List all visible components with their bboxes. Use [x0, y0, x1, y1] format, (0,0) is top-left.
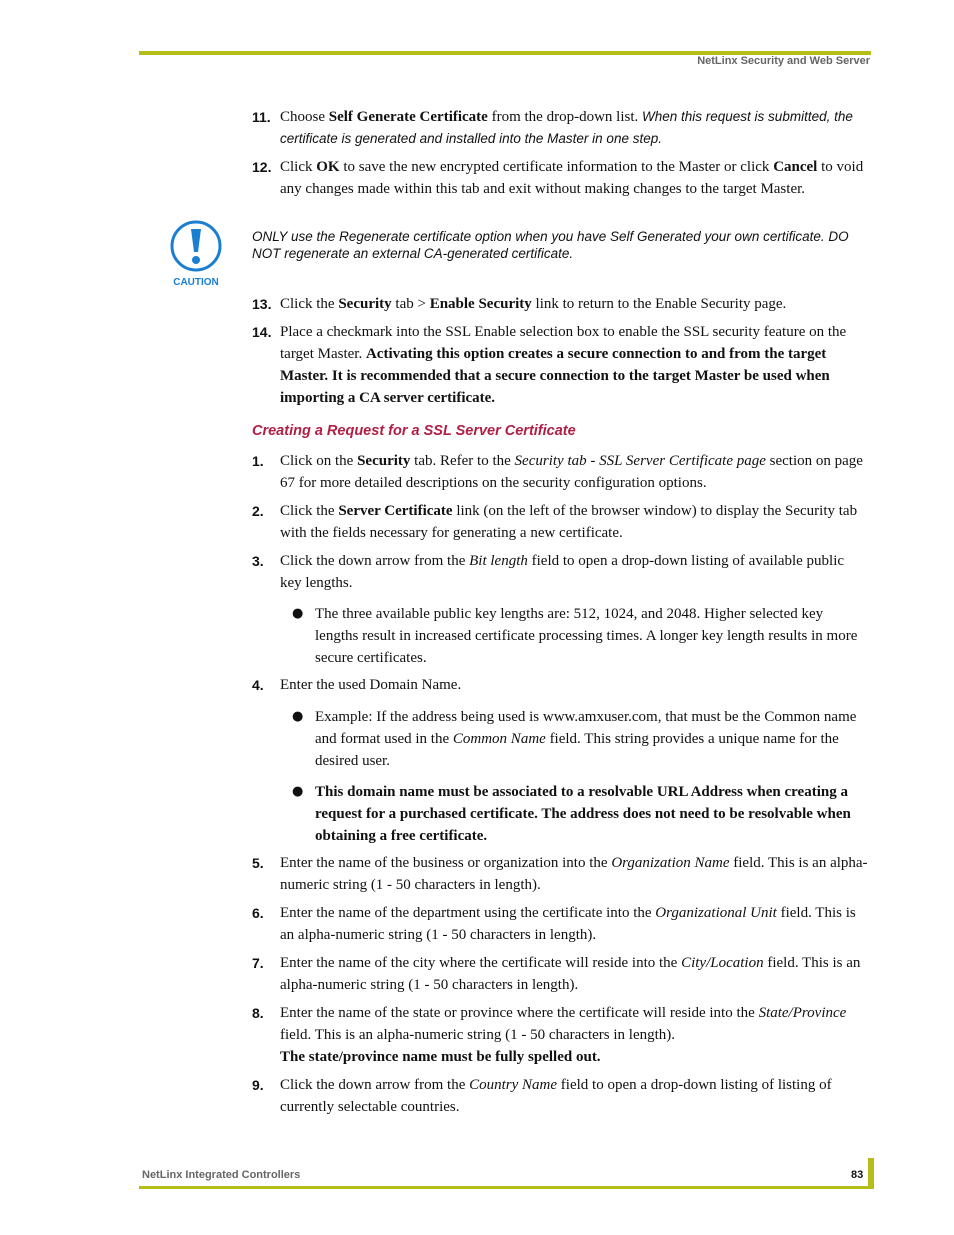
bullet-key-lengths: ● The three available public key lengths are: 512, 1024, and 2048. Higher selected key lengths result in increased certificate processing times. A longer key length results in more secure certificates. — [292, 603, 868, 669]
step-number: 8. — [252, 1005, 264, 1021]
bullet-icon: ● — [292, 709, 304, 724]
step-number: 6. — [252, 905, 264, 921]
step-number: 12. — [252, 159, 272, 175]
step-number: 9. — [252, 1077, 264, 1093]
step-4: 4. Enter the used Domain Name. — [252, 674, 868, 696]
step-number: 5. — [252, 855, 264, 871]
step-12: 12. Click OK to save the new encrypted certificate information to the Master or click Cancel to void any changes made within this tab and exit without making changes to the target Master. — [252, 156, 868, 200]
step-6: 6. Enter the name of the department using the certificate into the Organizational Unit field. This is an alpha-numeric string (1 - 50 characters in length). — [252, 902, 868, 946]
section-heading: Creating a Request for a SSL Server Certificate — [252, 423, 576, 439]
step-11: 11. Choose Self Generate Certificate from the drop-down list. When this request is submitted, the certificate is generated and installed into the Master in one step. — [252, 106, 868, 150]
caution-label: CAUTION — [173, 277, 219, 288]
caution-icon — [168, 219, 224, 289]
step-number: 1. — [252, 453, 264, 469]
step-13: 13. Click the Security tab > Enable Security link to return to the Enable Security page. — [252, 293, 868, 315]
page-number: 83 — [851, 1169, 864, 1181]
footer-rule — [139, 1186, 874, 1189]
step-2: 2. Click the Server Certificate link (on the left of the browser window) to display the Security tab with the fields necessary for generating a new certificate. — [252, 500, 868, 544]
step-number: 7. — [252, 955, 264, 971]
step-number: 11. — [252, 109, 271, 125]
caution-note: ONLY use the Regenerate certificate option when you have Self Generated your own certificate. DO NOT regenerate an external CA-generated certificate. — [252, 229, 849, 261]
step-8: 8. Enter the name of the state or province where the certificate will reside into the State/Province field. This is an alpha-numeric string (1 - 50 characters in length). The state/province name must be fully spelled out. — [252, 1002, 868, 1068]
step-7: 7. Enter the name of the city where the certificate will reside into the City/Location field. This is an alpha-numeric string (1 - 50 characters in length). — [252, 952, 868, 996]
step-number: 13. — [252, 296, 272, 312]
step-9: 9. Click the down arrow from the Country Name field to open a drop-down listing of listing of currently selectable countries. — [252, 1074, 868, 1118]
step-5: 5. Enter the name of the business or organization into the Organization Name field. This is an alpha-numeric string (1 - 50 characters in length). — [252, 852, 868, 896]
bullet-icon: ● — [292, 784, 304, 799]
step-number: 2. — [252, 503, 264, 519]
step-number: 14. — [252, 324, 272, 340]
footer-bar — [868, 1158, 874, 1189]
footer-title: NetLinx Integrated Controllers — [142, 1169, 301, 1181]
running-header: NetLinx Security and Web Server — [697, 55, 870, 67]
bullet-icon: ● — [292, 606, 304, 621]
step-number: 4. — [252, 677, 264, 693]
step-1: 1. Click on the Security tab. Refer to the Security tab - SSL Server Certificate page section on page 67 for more detailed descriptions on the security configuration options. — [252, 450, 868, 494]
bullet-example: ● Example: If the address being used is www.amxuser.com, that must be the Common name and format used in the Common Name field. This string provides a unique name for the desired user. — [292, 706, 868, 772]
step-number: 3. — [252, 553, 264, 569]
step-14: 14. Place a checkmark into the SSL Enable selection box to enable the SSL security feature on the target Master. Activating this option creates a secure connection to and from the target Master. It is recommended that a secure connection to the target Master be used when importing a CA server certificate. — [252, 321, 868, 409]
step-3: 3. Click the down arrow from the Bit length field to open a drop-down listing of available public key lengths. — [252, 550, 868, 594]
bullet-domain-warning: ● This domain name must be associated to a resolvable URL Address when creating a request for a purchased certificate. The address does not need to be resolvable when obtaining a free certificate. — [292, 781, 868, 847]
